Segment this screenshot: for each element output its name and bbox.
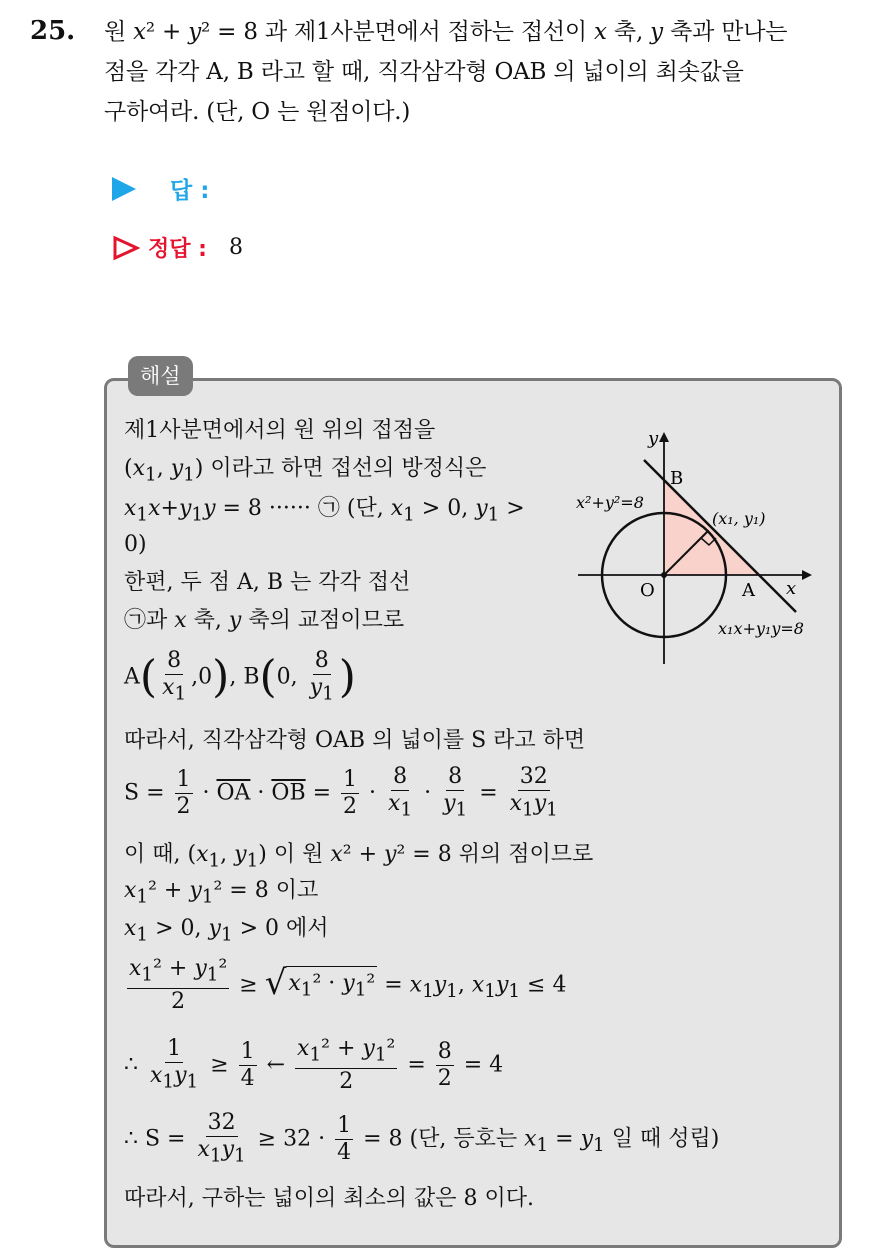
sol-line-4: 한편, 두 점 A, B 는 각각 접선 (124, 570, 411, 595)
sol-line-13: ∴ $\frac{1}{x_1y_1}$ ≥ $\frac{1}{4}$ ← $\frac{x_1^2 + y_1^2}{2}$ = $\frac{8}{2}$ = 4 (124, 1036, 504, 1095)
problem-line-3: 구하여라. (단, O 는 원점이다.) (104, 99, 411, 125)
origin-label: O (640, 580, 655, 601)
sol-line-11: $x_1 > 0$, $y_1 > 0$ 에서 (124, 916, 329, 946)
problem-text (104, 12, 860, 132)
circle-equation-label: x²+y²=8 (576, 493, 644, 512)
sol-line-2: ($x_1$, $y_1$) 이라고 하면 접선의 방정식은 (124, 456, 487, 486)
sol-line-12: $\frac{x_1^2 + y_1^2}{2}$ ≥ √ $x_1^2 \cdot y_1^2$ = $x_1y_1$, $x_1y_1 \le 4$ (129, 956, 567, 1015)
sol-line-8: S = $\frac{1}{2}$ · $\overline{OA} \cdot \overline{OB}$ = $\frac{1}{2}$ · $\frac{8}{x_1}$ · $\frac{8}{y_1}$ = $\frac{32}{x_1y_1}$ (124, 764, 558, 821)
x-axis-label: x (786, 578, 797, 599)
problem-line-1: 원 x² + y² = 8 과 제1사분면에서 접하는 접선이 x 축, y 축과 만나는 (104, 19, 788, 45)
point-b-label: B (670, 468, 684, 489)
problem-line-2: 점을 각각 A, B 라고 할 때, 직각삼각형 OAB 의 넓이의 최솟값을 (104, 59, 744, 85)
correct-answer-value: 8 (228, 235, 243, 260)
sol-line-7: 따라서, 직각삼각형 OAB 의 넓이를 S 라고 하면 (124, 728, 586, 753)
sol-line-1: 제1사분면에서의 원 위의 접점을 (124, 418, 436, 443)
play-triangle-icon (112, 177, 136, 201)
sol-line-10: $x_1^2 + y_1^2 = 8$ 이고 (124, 878, 319, 908)
correct-answer-label: 정답 : (148, 237, 207, 262)
sol-line-15: 따라서, 구하는 넓이의 최소의 값은 8 이다. (124, 1186, 534, 1211)
sol-line-14: ∴ S = $\frac{32}{x_1y_1}$ ≥ 32 · $\frac{1}{4}$ = 8 (단, 등호는 $x_1 = y_1$ 일 때 성립) (124, 1110, 720, 1167)
circle-tangent-diagram (572, 428, 832, 668)
answer-row (112, 172, 209, 205)
sol-line-5: ㉠과 x 축, y 축의 교점이므로 (124, 608, 405, 633)
problem (30, 12, 860, 132)
sol-line-9: 이 때, ($x_1$, $y_1$) 이 원 x² + y² = 8 위의 점이므로 (124, 842, 594, 872)
y-axis-label: y (648, 428, 659, 449)
tangent-point-label: (x₁, y₁) (712, 509, 766, 528)
solution-tag: 해설 (128, 356, 193, 396)
y-axis-arrow-icon (659, 432, 669, 442)
sol-line-3b: 0) (124, 532, 147, 557)
correct-answer-row (112, 232, 243, 263)
sol-line-3: $x_1x+y_1y = 8$ ······ ㉠ (단, $x_1 > 0$, $y_1$ > (124, 496, 525, 526)
sol-line-6: A( $\frac{8}{x_1}$ ,0), B(0, $\frac{8}{y_1}$ ) (124, 648, 356, 705)
point-a-label: A (742, 580, 755, 601)
x-axis-arrow-icon (802, 570, 812, 580)
answer-label: 답 : (170, 178, 210, 204)
tangent-equation-label: x₁x+y₁y=8 (718, 619, 804, 638)
outline-triangle-icon (112, 235, 140, 261)
problem-number: 25. (30, 16, 76, 46)
origin-point (661, 572, 667, 578)
